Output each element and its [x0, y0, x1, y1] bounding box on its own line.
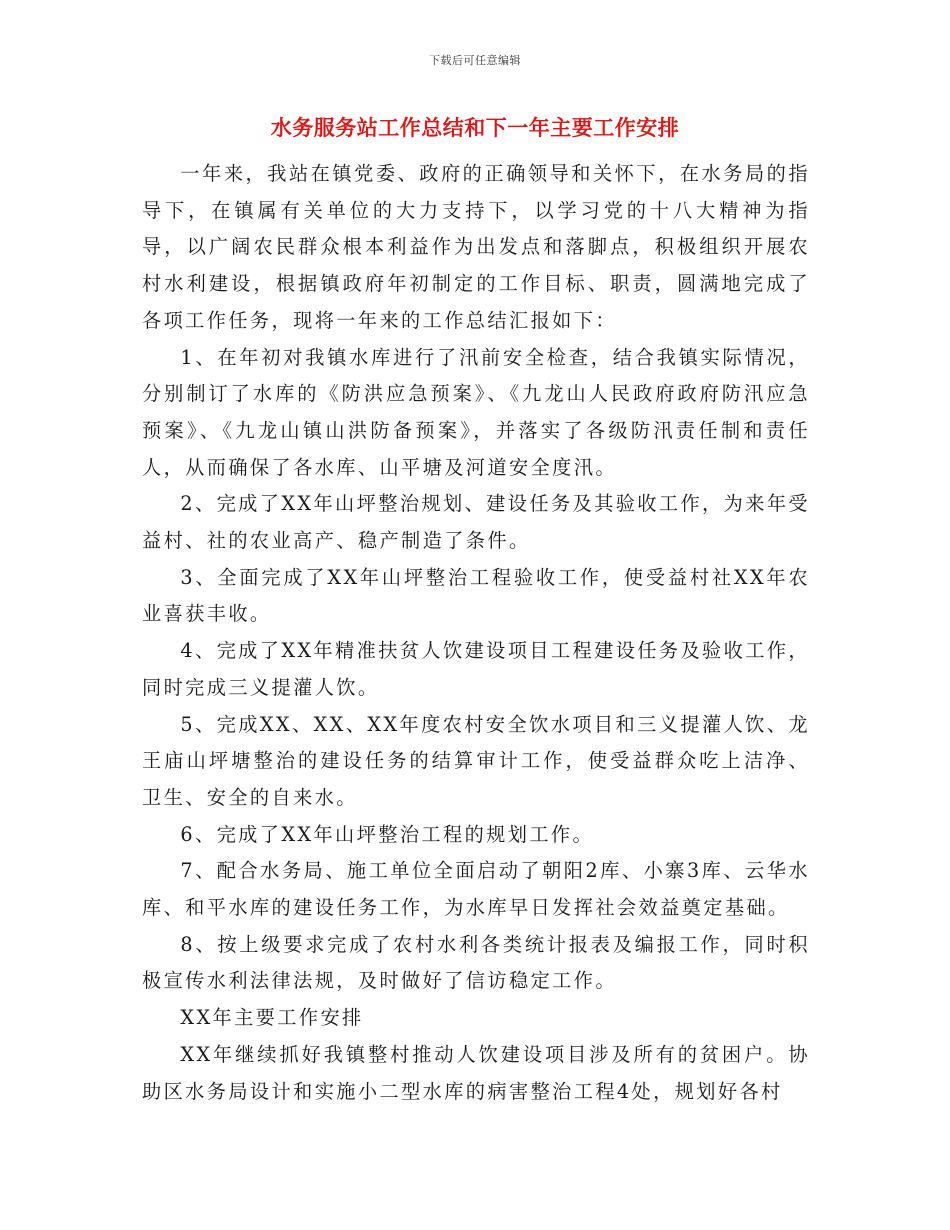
paragraph-item-8: 8、按上级要求完成了农村水利各类统计报表及编报工作，同时积极宣传水利法律法规，及时做好了信访稳定工作。 [142, 932, 810, 993]
section-heading-plan: XX年主要工作安排 [180, 1006, 364, 1030]
paragraph-item-5: 5、完成XX、XX、XX年度农村安全饮水项目和三义提灌人饮、龙王庙山坪塘整治的建设任务的结算审计工作，使受益群众吃上洁净、卫生、安全的自来水。 [142, 712, 810, 809]
paragraph-item-4: 4、完成了XX年精准扶贫人饮建设项目工程建设任务及验收工作，同时完成三义提灌人饮。 [142, 639, 810, 699]
header-note: 下载后可任意编辑 [429, 54, 521, 67]
paragraph-item-3: 3、全面完成了XX年山坪整治工程验收工作，使受益村社XX年农业喜获丰收。 [142, 565, 810, 626]
document-title: 水务服务站工作总结和下一年主要工作安排 [270, 116, 680, 140]
paragraph-item-1: 1、在年初对我镇水库进行了汛前安全检查，结合我镇实际情况，分别制订了水库的《防洪应急预案》、《九龙山人民政府政府防汛应急预案》、《九龙山镇山洪防备预案》，并落实了各级防汛责任制和责任人，从而确保了各水库、山平塘及河道安全度汛。 [142, 345, 810, 479]
paragraph-plan: XX年继续抓好我镇整村推动人饮建设项目涉及所有的贫困户。协助区水务局设计和实施小二型水库的病害整治工程4处，规划好各村 [142, 1042, 810, 1103]
paragraph-item-2: 2、完成了XX年山坪整治规划、建设任务及其验收工作，为来年受益村、社的农业高产、稳产制造了条件。 [142, 492, 810, 553]
paragraph-item-7: 7、配合水务局、施工单位全面启动了朝阳2库、小寨3库、云华水库、和平水库的建设任务工作，为水库早日发挥社会效益奠定基础。 [142, 859, 810, 920]
paragraph-item-6: 6、完成了XX年山坪整治工程的规划工作。 [180, 822, 595, 846]
document-body [142, 156, 810, 1110]
paragraph-intro: 一年来，我站在镇党委、政府的正确领导和关怀下，在水务局的指导下，在镇属有关单位的大力支持下，以学习党的十八大精神为指导，以广阔农民群众根本利益作为出发点和落脚点，积极组织开展农村水利建设，根据镇政府年初制定的工作目标、职责，圆满地完成了各项工作任务，现将一年来的工作总结汇报如下： [142, 162, 810, 332]
